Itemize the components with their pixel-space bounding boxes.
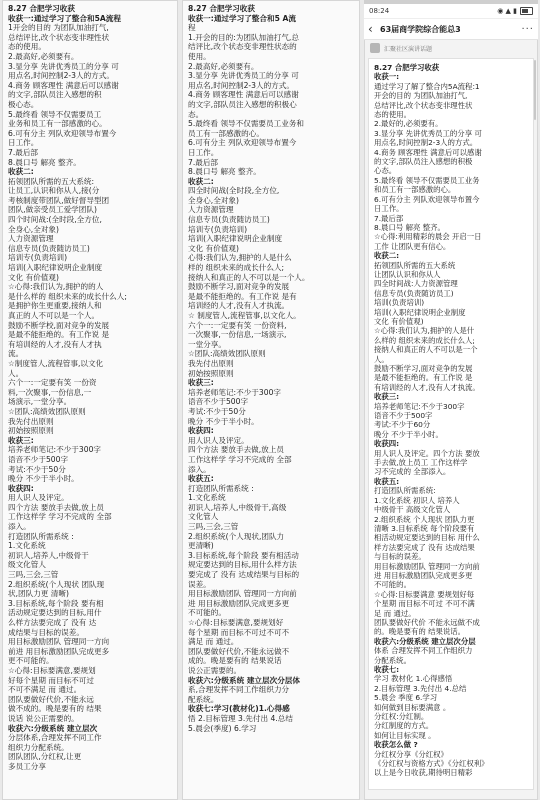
note-line: 全身心,全对象) xyxy=(188,195,239,205)
note-line: 手去做,放上员工 工作这样学 xyxy=(374,458,468,468)
note-line: 3.显分享 先讲优秀员工的分享 可 xyxy=(188,71,299,81)
note-line: 配系统。 xyxy=(188,694,219,704)
note-line: 每个星期 而目标不可过不可不 xyxy=(188,627,290,637)
note-line: 系,合理发挥不同工作组织力分 xyxy=(188,685,290,695)
note-line: 更不可能的。 xyxy=(8,656,54,666)
note-line: 的文字,部队员注入感想的积极心 xyxy=(188,99,297,109)
note-line: 培养老师笔记:不少于300字 xyxy=(188,387,281,397)
note-line: 人力资源管理 xyxy=(188,205,234,215)
note-line: 3.显分享 先讲优秀员工的分享 可 xyxy=(374,128,482,138)
note-line: 满足 而 通过。 xyxy=(188,637,239,647)
note-line: ☆心得:我们认为,拥护的的人 xyxy=(8,282,104,292)
note-line: 规定要达到的目标,用什么样方法 xyxy=(188,560,297,570)
note-line: 学习 教材化 1.心得感悟 xyxy=(374,674,453,684)
note-line: 1.文化系统 初识人 培养人 xyxy=(374,495,460,505)
note-line: 是最不能拒绝的。有工作说 是 xyxy=(374,373,473,383)
note-line: 进 用目标激励团队完成更多更 xyxy=(374,570,473,580)
note-line: 4.商务 顾客理性 满意后可以感谢 xyxy=(188,90,299,100)
note-line: 用人识人及评定。四个方法 要放 xyxy=(374,448,480,458)
note-line: 收获三: xyxy=(8,435,34,445)
note-line: 3.显分享 先讲优秀员工的分享 可 xyxy=(8,61,119,71)
note-line: 初识人,培养人,中级骨干,高级 xyxy=(188,502,287,512)
note-panel-middle xyxy=(182,0,360,800)
note-line: 接纳人和真正的人不可以是一个 xyxy=(374,345,478,355)
note-line: 么样的 组织未来的成长什么人; xyxy=(374,335,475,345)
note-line: 悟 2.目标管理 3.先付出 4.总结 xyxy=(188,713,293,723)
note-line: 用目标激励团队 管理同一方向 xyxy=(8,637,110,647)
status-bar xyxy=(364,4,538,19)
note-line: 以上是今日收获,期待明日精彩 xyxy=(374,768,473,778)
note-text-right xyxy=(369,59,533,778)
note-line: 说话 说公正需要的。 xyxy=(8,713,79,723)
note-line: 5.最终看 领导不仅需要员工业务 xyxy=(374,175,480,185)
status-time: 08:24 xyxy=(369,7,390,15)
note-line: 人。 xyxy=(8,368,24,378)
note-line: 用人识人及评定。 xyxy=(188,435,249,445)
note-line: 如何做到目标要满意 。 xyxy=(374,702,451,712)
note-line: 有培训经的人才,没有人才执 xyxy=(8,339,102,349)
note-line: 1.文化系统 xyxy=(8,541,46,551)
note-line: 六个一:一定要有笑 一份资 xyxy=(8,378,97,388)
note-line: 让员工,认识和你从人,接(分 xyxy=(8,186,100,196)
note-line: 一堂分享。 xyxy=(188,339,226,349)
note-line: 全身心,全对象) xyxy=(8,224,59,234)
note-line: 态的使用。 xyxy=(8,42,46,52)
note-line: 7.最后部 xyxy=(8,147,39,157)
note-line: 成结果与目标的误差。 xyxy=(8,627,84,637)
note-line: 组织力分配系统。 xyxy=(8,742,69,752)
note-line: 分层体系,合理发挥不同工作 xyxy=(8,733,102,743)
note-line: 程 xyxy=(188,23,196,33)
note-line: 状,团队力更 清晰) xyxy=(8,589,69,599)
note-line: 日工作。 xyxy=(188,147,219,157)
note-line: 收获七:学习(教材化)1.心得感 xyxy=(188,704,290,714)
note-line: ☆心得:目标要满意,要规划 xyxy=(8,665,96,675)
note-line: 语音不少于500字 xyxy=(8,454,69,464)
note-line: 5.晨会(季度) 6.学习 xyxy=(188,723,257,733)
note-line: 四个方法 要放手去做,放上员 xyxy=(188,445,284,455)
note-line: 培养老师笔记:不少于300字 xyxy=(374,401,465,411)
note-line: 考试:不少于60分 xyxy=(374,420,431,430)
note-line: 1.开会的目的:为团队加油打气,总 xyxy=(188,32,299,42)
note-text-middle xyxy=(182,0,360,733)
note-line: 拓领团队所需的五大系统: xyxy=(8,176,95,186)
note-line: 鼓励不断学习,面对竞争的发展 xyxy=(374,364,473,373)
note-line: 2.最高好,必须要有。 xyxy=(188,61,259,71)
note-line: 用点名,时间控制2-3人的方式。 xyxy=(8,71,114,81)
note-line: 中级骨干 高级文化管人 xyxy=(374,505,451,515)
battery-icon xyxy=(520,7,533,15)
context-row xyxy=(364,40,538,56)
note-line: 有培训经的人才,没有人才执流。 xyxy=(374,382,480,392)
note-line: ☆制度管人,流程管事,以文化 xyxy=(8,358,104,368)
note-line: 晚分 不少于半小时。 xyxy=(8,474,79,484)
note-line: 分配系统。 xyxy=(374,655,411,665)
note-line: 员工有一部感激的心。 xyxy=(188,128,264,138)
chat-title: 63届商学院综合能总3 xyxy=(380,24,461,34)
note-line: 1开会的目的 为团队加油打气, xyxy=(8,23,109,33)
note-line: 收获二: xyxy=(188,176,214,186)
note-line: 3.目标系统,每个阶段 要有相 xyxy=(8,598,104,608)
note-line: 误差。 xyxy=(188,579,211,589)
note-line: 好每个星期 而目标不可过 xyxy=(8,675,94,685)
note-line: 晚分 不少于半小时。 xyxy=(188,416,259,426)
note-line: 体系 合理发挥不同工作组织力 xyxy=(374,646,473,656)
back-arrow-icon[interactable]: ‹ xyxy=(368,22,373,36)
note-line: 2.目标管理 3.先付出 4.总结 xyxy=(374,683,467,693)
note-line: 5.晨会 季度 6.学习 xyxy=(374,693,438,703)
note-line: 考核制度带团队,做好督导型团 xyxy=(8,195,110,205)
note-line: 收获六:分级系统 建立层次 xyxy=(8,723,98,733)
note-line: 不可不满足 而 通过。 xyxy=(8,685,82,695)
note-line: 么样方法要完成了 没有 达 xyxy=(8,618,97,627)
note-line: 培训经的人才,没有人才执流。 xyxy=(188,301,290,311)
note-line: 6.可有分主 列队欢迎领导布置今 xyxy=(8,128,117,138)
note-line: 团队要做好代价 不能永远做不成 xyxy=(374,617,480,627)
note-line: 鼓励不断学习,面对竞争的发展 xyxy=(188,282,290,292)
note-panel-left xyxy=(2,0,178,800)
note-line: 4.商务 顾客理性 满意后可以感谢 xyxy=(374,147,482,157)
note-line: 2.组织系统(个人现状,团队力 xyxy=(188,531,285,541)
note-line: 初始按照原则 xyxy=(188,368,234,378)
note-line: 收获六:分级系统 建立层次分层体 xyxy=(188,675,300,685)
note-line: 语音不少于500字 xyxy=(188,397,249,407)
note-line: 团队要做好代价,不能永远做不 xyxy=(188,646,290,656)
note-line: 文化管人 xyxy=(188,512,219,522)
note-line: 是什么样的 组织未来的成长什么人; xyxy=(8,291,127,301)
note-line: 态的使用。 xyxy=(374,110,411,120)
note-line: 四个方法 要放手去做,放上员 xyxy=(8,502,104,512)
note-line: 收获四: xyxy=(8,483,34,493)
note-line: 一次聚事,一份信息,一场演示, xyxy=(188,330,287,340)
note-line: 相活动规定要达到的目标 用什么 xyxy=(374,533,480,543)
note-line: 做不成的。晚是要有的 结果 xyxy=(8,704,102,714)
note-line: 收获三: xyxy=(188,378,214,388)
note-line: 考试:不少于50分 xyxy=(188,406,246,416)
note-line: 初始按照原则 xyxy=(8,426,54,436)
note-line: 不可能的。 xyxy=(188,608,226,618)
note-line: 多员工分享 xyxy=(8,761,46,771)
note-line: 分红权分享《分红权》 xyxy=(374,749,448,759)
note-line: 鼓励不断学校,面对竞争的发展 xyxy=(8,320,110,330)
note-line: 流。 xyxy=(8,349,24,359)
note-line: 收获六:分级系统 建立层次分层 xyxy=(374,636,476,646)
note-line: 2.组织系统 个人现状 团队力更 xyxy=(374,514,475,524)
chat-navbar xyxy=(364,19,538,40)
status-icons xyxy=(497,7,533,15)
note-line: 成的。晚是要有的 结果说话 xyxy=(188,656,282,666)
note-line: 打造团队所需系统 : xyxy=(188,483,254,493)
note-line: 收获三: xyxy=(374,392,400,402)
note-line: 的文字,部队员注入感想的积 xyxy=(8,90,102,100)
note-line: 料,一次聚事,一份信息,一 xyxy=(8,387,92,397)
note-line: 总结评比,改个状态变非理性状 xyxy=(374,100,473,110)
signal-icon: ◉ ▲ ▮ xyxy=(497,7,517,15)
note-line: 进 用目标激励团队完成更多更 xyxy=(188,598,290,608)
note-line: 场演示,一堂分享。 xyxy=(8,397,72,407)
note-line: 活动规定要达到的目标,用什 xyxy=(8,608,102,618)
message-card[interactable] xyxy=(368,58,534,790)
note-line: 足 而 通过。 xyxy=(374,608,416,618)
note-line: 开会的目的 为团队加油打气, xyxy=(374,91,468,101)
note-line: 收获二: xyxy=(8,167,34,177)
more-icon[interactable]: ··· xyxy=(521,23,534,35)
context-label: 汇聚社区演讲话题 xyxy=(384,45,433,53)
note-line: 分红权:分红制。 xyxy=(374,712,429,722)
note-line: 8.27 合肥学习收获 xyxy=(8,4,75,13)
avatar[interactable] xyxy=(370,43,380,53)
note-line: 6.可有分主 列队欢迎领导布置今 xyxy=(374,194,480,204)
note-line: 信息专员(负责随访员工) xyxy=(188,215,270,225)
note-line: 培训(入职纪律说明企业制度 xyxy=(8,263,103,273)
note-line: 2.最好的,必须要有。 xyxy=(374,119,443,129)
note-line: 用目标激励团队 管理同一方向前 xyxy=(188,589,297,599)
phone-panel-right xyxy=(364,0,538,800)
note-text-left xyxy=(2,0,178,772)
note-line: 7.最后部 xyxy=(188,157,219,167)
note-line: 极心态。 xyxy=(8,99,39,109)
note-line: 6.可有分主 列队欢迎领导布置今 xyxy=(188,138,297,148)
note-line: 分红制度的方式。 xyxy=(374,721,434,731)
note-line: 收获四: xyxy=(374,439,400,449)
note-line: 态。 xyxy=(188,109,204,119)
note-line: 结评比,改个状态变非理性状态的 xyxy=(188,42,297,52)
note-line: 人。 xyxy=(374,354,389,364)
note-line: 个星期 而目标不可过 不可不满 xyxy=(374,599,475,609)
note-line: 培训(入职纪律说明企业制度 xyxy=(374,307,466,317)
note-line: 信息专员(负责随访员工) xyxy=(374,288,454,298)
note-line: ☆心得:目标要满意,要规划好 xyxy=(188,618,284,627)
note-line: 4.商务 顾客理性 满意后可以感谢 xyxy=(8,80,119,90)
note-line: ☆ 制度管人,流程管事,以文化人。 xyxy=(188,311,301,320)
note-line: 收获四: xyxy=(188,426,214,436)
note-line: 不可能的。 xyxy=(374,580,411,590)
note-line: 培训(入职纪律说明企业制度 xyxy=(188,234,283,244)
note-line: 打造团队所需系统 : xyxy=(8,531,74,541)
note-line: 日工作。 xyxy=(374,204,404,214)
note-line: 六个一:一定要有笑 一份资料, xyxy=(188,320,287,330)
note-line: 用人识人及评定。 xyxy=(8,493,69,503)
note-line: 收获怎么做 ? xyxy=(374,740,418,750)
note-line: 收获一:通过学习了整合和5A流程 xyxy=(8,13,121,23)
note-line: 1.文化系统 xyxy=(188,493,226,503)
note-line: 样方法要完成了 没有 达成结果 xyxy=(374,542,475,552)
note-line: 的。晚是要有的 结果说话。 xyxy=(374,627,466,637)
note-line: 收获二: xyxy=(374,251,400,261)
note-line: 要完成了 没有 达成结果与目标的 xyxy=(188,570,300,580)
note-line: 工作这样学 学习不完成的 全部 xyxy=(188,454,292,464)
note-line: 语音不少于500字 xyxy=(374,411,433,421)
note-line: 培养老师笔记:不少于300字 xyxy=(8,445,101,455)
note-line: 培训专(负责培训) xyxy=(188,224,248,234)
note-line: 心得:我们认为,拥护的人是什么 xyxy=(188,253,292,263)
note-line: 《分红权与资格方式》《分红权利》 xyxy=(374,759,489,769)
note-line: 文化 有价值观) xyxy=(374,316,424,326)
note-line: 四个时间战:(全时段,全方位, xyxy=(8,215,102,225)
note-line: ☆心得:我们认为,拥护的人是什 xyxy=(374,326,475,336)
note-line: 我先付出原则 xyxy=(188,358,234,368)
note-line: 用点名,时间控制2-3人的方式。 xyxy=(374,138,478,148)
note-line: 3.目标系统,每个阶段 要有相活动 xyxy=(188,550,299,560)
note-line: 三吗,三会,三管 xyxy=(8,570,59,580)
note-line: 说公正需要的。 xyxy=(188,665,242,675)
note-line: 8.晨口号 解亮 整齐。 xyxy=(374,222,445,232)
note-line: 使用。 xyxy=(188,51,211,61)
note-line: ☆团队:高绩效团队原则 xyxy=(8,406,86,416)
note-line: 文化 有价值观) xyxy=(8,272,59,282)
note-line: 更清晰) xyxy=(188,541,214,551)
note-line: 收获五: xyxy=(374,476,400,486)
note-line: 打造团队所需系统: xyxy=(374,486,436,496)
note-line: 让团队认识和你从人 xyxy=(374,269,441,279)
note-line: 拓领团队所需的五大系统 xyxy=(374,260,456,270)
note-line: 四全时间战(全时段,全方位, xyxy=(188,186,280,196)
note-line: 培训专(负责培训) xyxy=(8,253,68,263)
note-line: 信息专员(负责随访员工) xyxy=(8,243,90,253)
note-line: 通过学习了解了整合内5A流程:1 xyxy=(374,81,480,91)
note-line: 是拥护你生更重要,接纳人和 xyxy=(8,301,102,311)
note-line: 总结评比,改个状态变非理性状 xyxy=(8,32,110,42)
note-line: 心态。 xyxy=(374,166,397,176)
note-line: 文化 有价值观) xyxy=(188,243,239,253)
note-line: 如何让目标实现 。 xyxy=(374,730,436,740)
note-line: ☆心得:利用精彩的晨会 开启一日 xyxy=(374,232,482,242)
note-line: 团队要做好代价,不能永远 xyxy=(8,694,94,704)
note-line: 业务和员工有一部感激的心。 xyxy=(8,119,107,129)
scrollbar[interactable] xyxy=(534,60,536,120)
note-line: 四全时间战:人力资源管理 xyxy=(374,279,458,289)
note-line: 是最不能拒绝的。有工作说 是有 xyxy=(188,291,297,301)
note-line: 人力资源管理 xyxy=(8,234,54,244)
note-line: 培训(负责培训) xyxy=(374,298,425,308)
note-line: 收获七: xyxy=(374,665,400,674)
note-line: 样的 组织未来的成长什么人; xyxy=(188,263,285,273)
note-line: 级文化管人 xyxy=(8,560,46,570)
note-line: 工作这样学 学习不完成的 全部 xyxy=(8,512,112,522)
note-line: 我先付出原则 xyxy=(8,416,54,426)
note-line: ☆团队:高绩效团队原则 xyxy=(188,349,266,359)
note-line: 团队,做亲受员工爱学团队) xyxy=(8,205,97,215)
note-line: 三吗,三会,三管 xyxy=(188,522,239,532)
note-line: 前进 用目标激励团队完成更多 xyxy=(8,646,110,656)
note-line: 初识人,培养人,中级骨干 xyxy=(8,550,89,560)
note-line: 日工作。 xyxy=(8,138,39,148)
note-line: 考试:不少于50分 xyxy=(8,464,66,474)
note-line: 与目标的误差。 xyxy=(374,552,426,562)
note-line: 添入。 xyxy=(8,522,31,532)
note-line: 8.27 合肥学习收获 xyxy=(374,63,440,72)
note-line: 收获一: xyxy=(374,72,400,82)
note-line: 晚分 不少于半小时。 xyxy=(374,429,443,439)
note-line: 用点名,时间控制2-3人的方式。 xyxy=(188,80,294,90)
note-line: 7.最后部 xyxy=(374,213,404,223)
note-line: 和员工有一部感激的心。 xyxy=(374,185,456,195)
note-line: ☆心得:目标要满意 要规划好每 xyxy=(374,589,475,599)
note-line: 8.晨口号 解亮 整齐。 xyxy=(188,167,261,177)
note-line: 的文字,部队员注入感想的积极 xyxy=(374,157,473,167)
note-line: 8.27 合肥学习收获 xyxy=(188,4,255,13)
note-line: 清晰 3.目标系统 每个阶段要有 xyxy=(374,523,475,533)
note-line: 是最不能拒绝的。有工作说 是 xyxy=(8,330,110,340)
note-line: 用目标激励团队 管理同一方向前 xyxy=(374,561,480,571)
note-line: 团队团队,分红权,让更 xyxy=(8,752,82,762)
note-line: 2.最高好,必须要有。 xyxy=(8,51,79,61)
note-line: 收获五: xyxy=(188,474,214,484)
note-line: 8.晨口号 解亮 整齐。 xyxy=(8,157,81,167)
note-line: 2.组织系统(个人现状 团队现 xyxy=(8,579,105,589)
note-line: 收获一:通过学习了整合和5 A流 xyxy=(188,13,296,23)
note-line: 习不完成的 全部添入。 xyxy=(374,467,451,477)
note-line: 5.最终看 领导不仅需要员工 xyxy=(8,109,102,119)
note-line: 添入。 xyxy=(188,464,211,474)
note-line: 工作 让团队更有信心。 xyxy=(374,241,451,251)
note-line: 接纳人和真正的人不可以是一个人。 xyxy=(188,272,310,282)
note-line: 5.最终看 领导不仅需要员工业务和 xyxy=(188,119,304,129)
note-line: 真正的人不可以是一个人。 xyxy=(8,311,100,320)
